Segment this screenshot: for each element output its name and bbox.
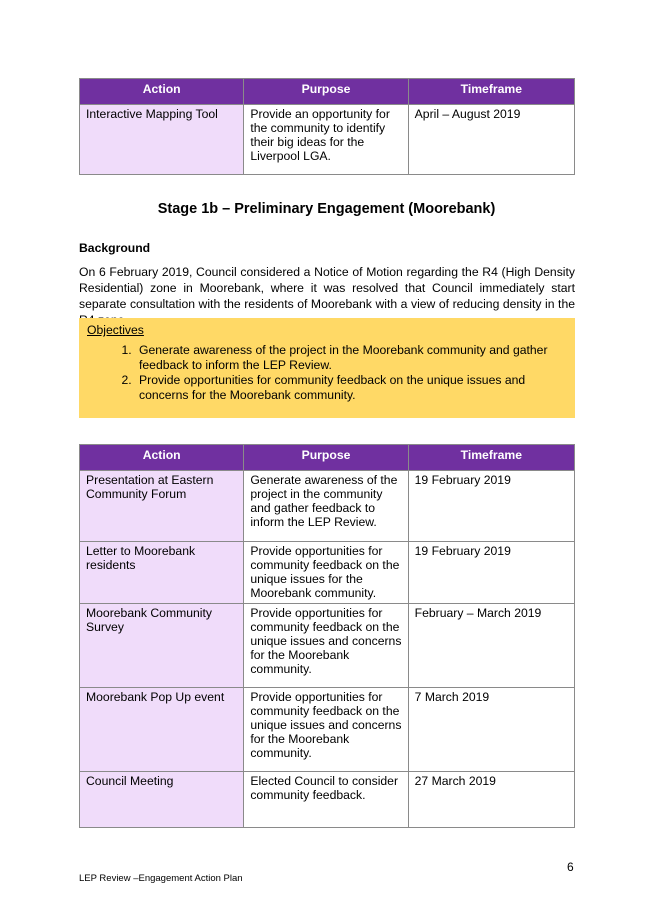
stage-heading: Stage 1b – Preliminary Engagement (Moorebank) xyxy=(157,201,496,217)
header-purpose: Purpose xyxy=(244,79,408,105)
background-heading: Background xyxy=(79,241,151,255)
cell-purpose: Provide an opportunity for the community to identify their big ideas for the Liverpool LGA. xyxy=(244,105,408,175)
cell-action: Letter to Moorebank residents xyxy=(80,542,244,604)
cell-purpose: Provide opportunities for community feedback on the unique issues and concerns for the Moorebank community. xyxy=(244,604,408,688)
objective-item: 1. Generate awareness of the project in the Moorebank community and gather feedback to inform the LEP Review. xyxy=(135,343,567,373)
cell-purpose: Provide opportunities for community feedback on the unique issues and concerns for the Moorebank community. xyxy=(244,688,408,772)
cell-timeframe: 7 March 2019 xyxy=(408,688,574,772)
cell-purpose: Generate awareness of the project in the community and gather feedback to inform the LEP Review. xyxy=(244,471,408,542)
cell-timeframe: 19 February 2019 xyxy=(408,471,574,542)
header-timeframe: Timeframe xyxy=(408,445,574,471)
table-row xyxy=(80,688,575,772)
cell-timeframe: April – August 2019 xyxy=(408,105,574,175)
objectives-list xyxy=(87,343,567,403)
cell-action: Council Meeting xyxy=(80,772,244,828)
cell-purpose: Provide opportunities for community feedback on the unique issues for the Moorebank community. xyxy=(244,542,408,604)
objective-item: 2. Provide opportunities for community feedback on the unique issues and concerns for the Moorebank community. xyxy=(135,373,567,403)
table-header-row xyxy=(80,445,575,471)
table-row xyxy=(80,542,575,604)
action-table-stage-1a xyxy=(79,78,575,175)
cell-action: Moorebank Community Survey xyxy=(80,604,244,688)
header-timeframe: Timeframe xyxy=(408,79,574,105)
page-footer: LEP Review –Engagement Action Plan xyxy=(79,873,243,884)
table-header-row xyxy=(80,79,575,105)
table-row xyxy=(80,604,575,688)
table-row xyxy=(80,772,575,828)
header-purpose: Purpose xyxy=(244,445,408,471)
objectives-title: Objectives xyxy=(87,323,144,337)
cell-timeframe: February – March 2019 xyxy=(408,604,574,688)
page-number: 6 xyxy=(567,860,574,874)
header-action: Action xyxy=(80,445,244,471)
cell-timeframe: 19 February 2019 xyxy=(408,542,574,604)
cell-timeframe: 27 March 2019 xyxy=(408,772,574,828)
objectives-box xyxy=(79,318,575,418)
table-row xyxy=(80,105,575,175)
cell-action: Presentation at Eastern Community Forum xyxy=(80,471,244,542)
header-action: Action xyxy=(80,79,244,105)
cell-action: Interactive Mapping Tool xyxy=(80,105,244,175)
background-paragraph: On 6 February 2019, Council considered a Notice of Motion regarding the R4 (High Density Residential) zone in Moorebank, where it was resolved that Council immediately start separate consultation with the residents of Moorebank with a view of reducing density in the xyxy=(79,265,575,311)
cell-action: Moorebank Pop Up event xyxy=(80,688,244,772)
cell-purpose: Elected Council to consider community feedback. xyxy=(244,772,408,828)
table-row xyxy=(80,471,575,542)
action-table-stage-1b xyxy=(79,444,575,828)
